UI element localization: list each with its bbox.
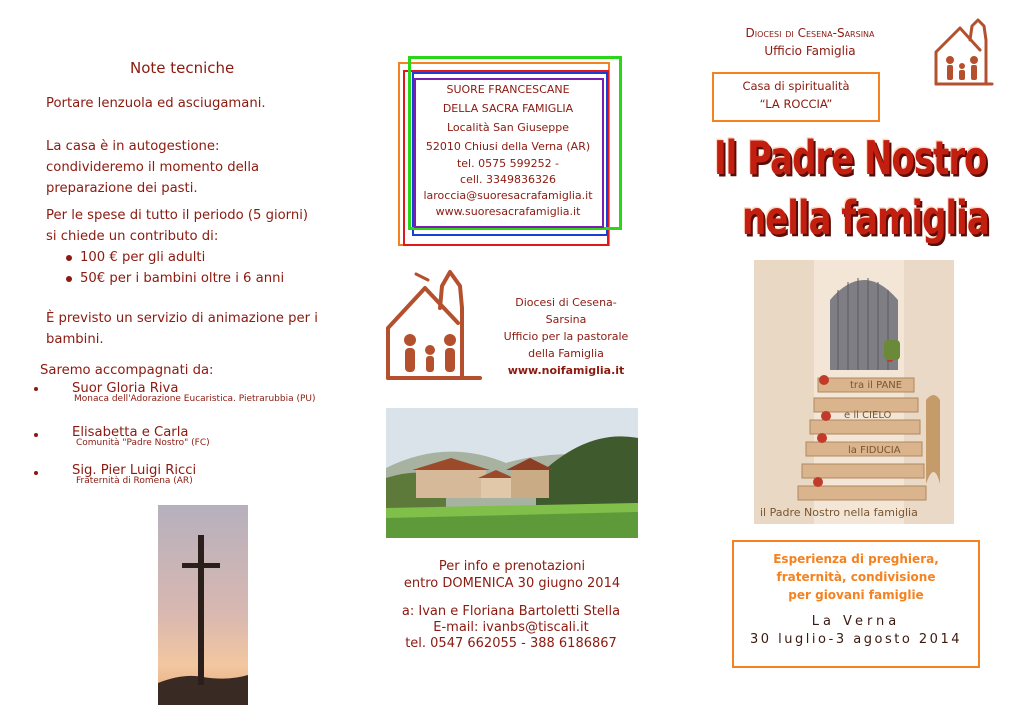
text-line: È previsto un servizio di animazione per i: [46, 311, 318, 326]
contact-phone: tel. 0547 662055 - 388 6186867: [405, 636, 617, 651]
painting-label: e il CIELO: [844, 410, 892, 421]
painting-caption: il Padre Nostro nella famiglia: [760, 506, 918, 519]
main-title-line1: Il Padre Nostro: [714, 132, 987, 186]
text-line: bambini.: [46, 332, 104, 347]
person-name: Suor Gloria Riva: [72, 381, 179, 396]
cross-icon: [158, 505, 248, 705]
text-line: Esperienza di preghiera,: [773, 552, 939, 566]
text-line: si chiede un contributo di:: [46, 229, 219, 244]
self-management-note: [46, 136, 259, 199]
text-line: Località San Giuseppe: [446, 121, 570, 134]
bullet-icon: [66, 255, 72, 261]
bullet-icon: [34, 387, 38, 391]
bullet-icon: [34, 471, 38, 475]
text-line: 52010 Chiusi della Verna (AR): [425, 140, 591, 153]
email-link[interactable]: laroccia@suoresacrafamiglia.it: [423, 189, 593, 202]
bullet-icon: [66, 276, 72, 282]
event-dates: 30 luglio-3 agosto 2014: [749, 632, 962, 647]
cost-label: 100 € per gli adulti: [80, 250, 206, 265]
person-role: Fraternità di Romena (AR): [76, 476, 193, 486]
casa-box: [712, 72, 880, 122]
person-name: Sig. Pier Luigi Ricci: [72, 463, 197, 478]
person-role: Monaca dell'Adorazione Eucaristica. Pietrarubbia (PU): [74, 394, 316, 404]
cost-item: [66, 247, 308, 268]
cross-sunset-photo: [158, 505, 248, 705]
note-title: Note tecniche: [130, 59, 235, 77]
website-link[interactable]: www.suoresacrafamiglia.it: [435, 205, 581, 218]
text-line: Ufficio per la pastorale: [503, 330, 629, 343]
text-line: La casa è in autogestione:: [46, 139, 220, 154]
cost-label: 50€ per i bambini oltre i 6 anni: [80, 271, 285, 286]
contact-info: [376, 604, 646, 652]
retreat-house-photo: [386, 408, 638, 538]
stairs-door-icon: [754, 260, 954, 524]
family-house-icon: [930, 18, 998, 90]
cost-item: [66, 268, 308, 289]
contact-email[interactable]: E-mail: ivanbs@tiscali.it: [433, 620, 589, 635]
text-line: Per le spese di tutto il periodo (5 giorni): [46, 208, 309, 223]
text-line: tel. 0575 599252 -: [456, 157, 560, 170]
landscape-icon: [386, 408, 638, 538]
diocese-name: Diocesi di Cesena-Sarsina: [745, 26, 875, 40]
stairs-painting: [754, 260, 954, 524]
event-place: La Verna: [811, 614, 901, 629]
text-line: Diocesi di Cesena-Sarsina: [515, 296, 617, 326]
person-name: Elisabetta e Carla: [72, 425, 189, 440]
text-line: entro DOMENICA 30 giugno 2014: [403, 576, 621, 591]
person-item: [34, 378, 354, 422]
cost-note: [46, 205, 308, 289]
office-name: Ufficio Famiglia: [764, 44, 856, 58]
experience-box: [732, 540, 980, 668]
person-item: [34, 460, 354, 498]
family-house-icon: [380, 268, 492, 388]
text-line: per giovani famiglie: [788, 588, 924, 602]
animation-note: [46, 308, 318, 350]
booking-info: [386, 558, 638, 592]
text-line: SUORE FRANCESCANE: [446, 83, 570, 96]
convent-address: [416, 80, 600, 220]
text-line: cell. 3349836326: [460, 173, 556, 186]
text-line: condivideremo il momento della: [46, 160, 260, 175]
website-link[interactable]: www.noifamiglia.it: [507, 364, 625, 377]
text-line: fraternità, condivisione: [776, 570, 936, 584]
linen-note: Portare lenzuola ed asciugamani.: [46, 96, 266, 111]
text-line: Per info e prenotazioni: [438, 559, 586, 574]
text-line: preparazione dei pasti.: [46, 181, 198, 196]
bullet-icon: [34, 433, 38, 437]
text-line: DELLA SACRA FAMIGLIA: [442, 102, 574, 115]
diocese-pastoral-office: [496, 294, 636, 379]
main-title-line2: nella famiglia: [742, 192, 989, 246]
family-logo: [930, 18, 998, 90]
accompanied-title: Saremo accompagnati da:: [40, 363, 214, 378]
painting-label: la FIDUCIA: [848, 445, 901, 456]
text-line: “LA ROCCIA”: [759, 97, 833, 111]
text-line: della Famiglia: [528, 347, 604, 360]
family-house-drawing: [380, 268, 492, 388]
text-line: Casa di spiritualità: [742, 79, 850, 93]
text-line: a: Ivan e Floriana Bartoletti Stella: [401, 604, 621, 619]
people-list: [34, 378, 354, 498]
painting-label: tra il PANE: [850, 380, 903, 391]
person-role: Comunità "Padre Nostro" (FC): [76, 438, 210, 448]
person-item: [34, 422, 354, 460]
